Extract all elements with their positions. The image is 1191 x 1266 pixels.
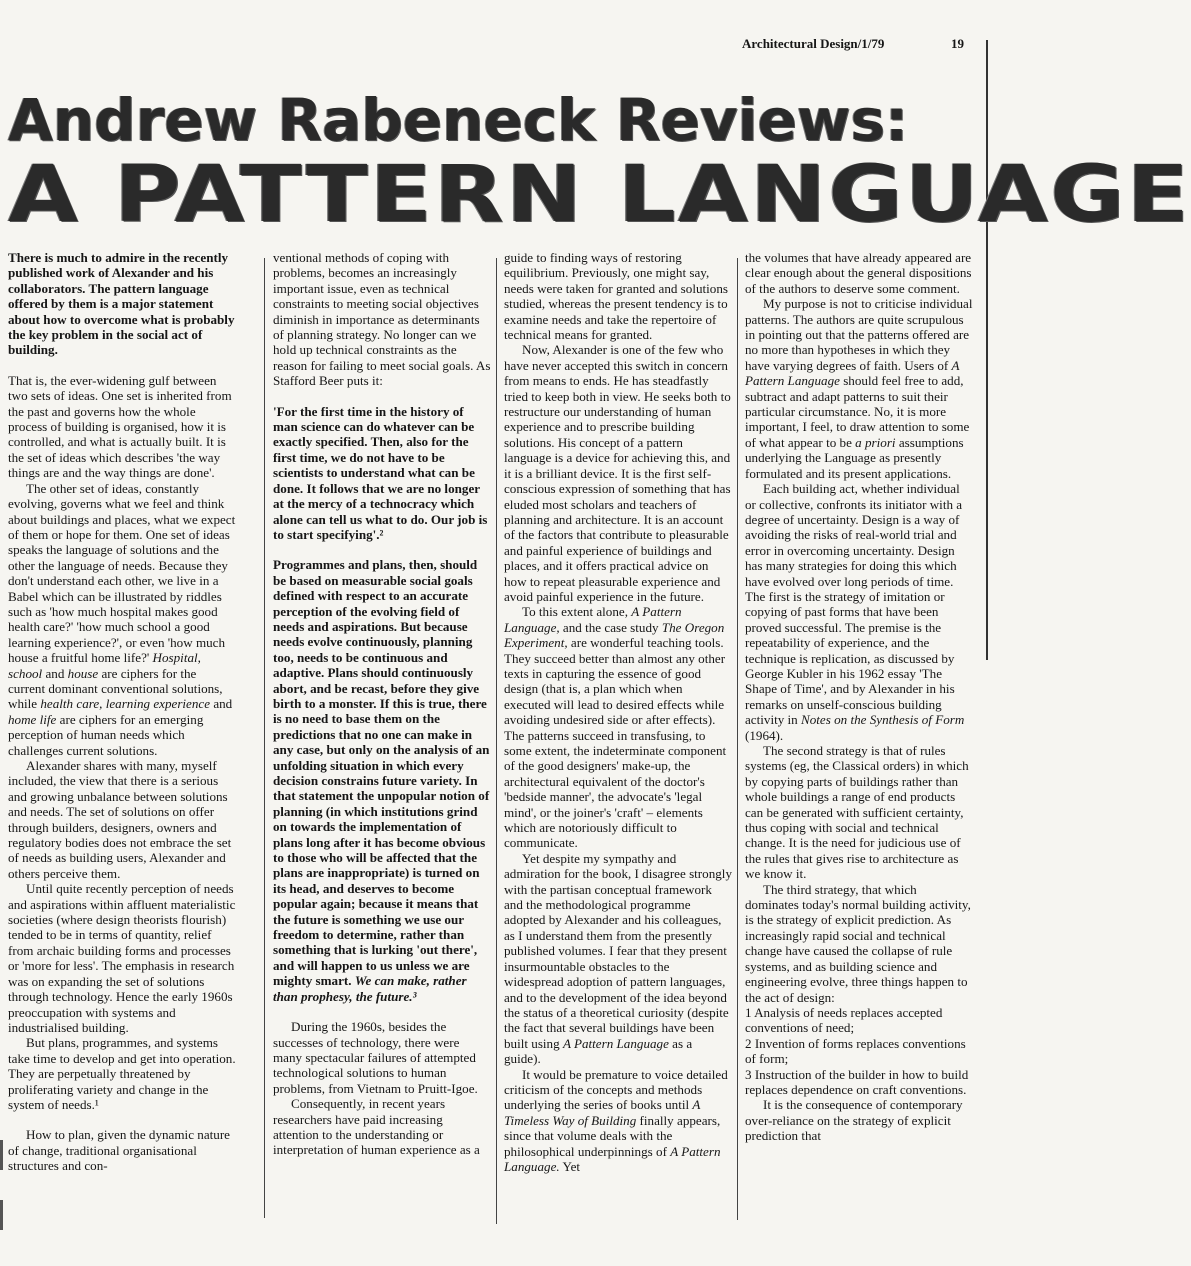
paragraph: Yet despite my sympathy and admiration for the book, I disagree strongly with the partisan conceptual framework and the methodological programme adopted by Alexander and his colleagues, as I understand them from the presently published volumes. I fear that they present insurmountable obstacles to the widespread adoption of pattern languages, and to the development of the idea beyond the status of a theoretical curiosity (despite the fact that several buildings have been built using A Pattern Language as a guide). [504,850,732,1067]
column-divider [737,258,738,1220]
standfirst: There is much to admire in the recently published work of Alexander and his collaborators. The pattern language offered by them is a major statement about how to overcome what is probably the key problem in the social act of building. [8,250,235,358]
column-divider [496,258,497,1224]
paragraph: How to plan, given the dynamic nature of change, traditional organisational structures and con- [8,1127,230,1174]
paragraph: Consequently, in recent years researchers have paid increasing attention to the understanding or interpretation of human experience as a [273,1096,480,1158]
paragraph: ventional methods of coping with problems, becomes an increasingly important issue, even as technical constraints to meeting social objectives diminish in importance as determinants of planning strategy. No longer can we hold up technical constraints as the reason for failing to meet social goals. As Stafford Beer puts it: [273,250,491,389]
paragraph: It would be premature to voice detailed criticism of the concepts and methods underlying the series of books until A Timeless Way of Building finally appears, since that volume deals with the philosophical underpinnings of A Pattern Language. Yet [504,1066,728,1174]
paragraph: To this extent alone, A Pattern Language, and the case study The Oregon Experiment, are wonderful teaching tools. They succeed better than almost any other texts in capturing the essence of good design (that is, a plan which when executed will lead to desired effects while avoiding undesired side or after effects). The patterns succeed in transfusing, to some extent, the indeterminate component of the good designers' make-up, the architectural equivalent of the doctor's 'bedside manner', the advocate's 'legal mind', or the joiner's 'craft' – elements which are notoriously difficult to communicate. [504,604,727,851]
list-item: 3 Instruction of the builder in how to build replaces dependence on craft conventions. [745,1066,969,1097]
paragraph: The third strategy, that which dominates today's normal building activity, is the strategy of explicit prediction. As increasingly rapid social and technical change have caused the collapse of rule systems, and as building science and engineering evolve, three things happen to the act of design: [745,881,971,1005]
paragraph: the volumes that have already appeared are clear enough about the general dispositions of the authors to deserve some comment. [745,250,972,296]
list-item: 1 Analysis of needs replaces accepted conventions of need; [745,1004,943,1036]
paragraph: Each building act, whether individual or collective, confronts its initiator with a degree of uncertainty. Design is a way of avoiding the risks of real-world trial and error in overcoming uncertainty. Design has many strategies for doing this which have evolved over long periods of time. The first is the strategy of imitation or copying of past forms that have been proved successful. The premise is the repeatability of experience, and the technique is replication, as discussed by George Kubler in his 1962 essay 'The Shape of Time', and by Alexander in his remarks on unself-conscious building activity in Notes on the Synthesis of Form (1964). [745,481,965,743]
paragraph: That is, the ever-widening gulf between two sets of ideas. One set is inherited from the past and governs how the whole process of building is organised, how it is controlled, and what is actually built. It is the set of ideas which describes 'the way things are and the way things are done'. [8,372,232,481]
paragraph: The other set of ideas, constantly evolving, governs what we feel and think about buildings and places, what we expect of them or hope for them. One set of ideas speaks the language of solutions and the other the language of needs. Because they don't understand each other, we live in a Babel which can be illustrated by riddles such as 'how much hospital makes good health care?' 'how much school a good learning experience?', or even 'how much house a fruitful home life?' Hospital, school and house are ciphers for the current dominant conventional solutions, while health care, learning experience and home life are ciphers for an emerging perception of human needs which challenges current solutions. [8,480,236,758]
paragraph: During the 1960s, besides the successes of technology, there were many spectacular failures of attempted technological solutions to human problems, from Vietnam to Pruitt-Igoe. [273,1019,478,1096]
paragraph: It is the consequence of contemporary over-reliance on the strategy of explicit prediction that [745,1097,963,1144]
column-4 [745,250,973,1144]
column-3 [504,250,732,1174]
page-edge-rule [986,40,988,660]
paragraph: Until quite recently perception of needs and aspirations within affluent materialistic societies (where design theorists flourish) tended to be in terms of quantity, relief from archaic building forms and processes or 'more for less'. The emphasis in research was on expanding the set of solutions through technology. Hence the early 1960s preoccupation with systems and industrialised building. [8,881,236,1035]
column-2 [273,250,491,1158]
block-quote: 'For the first time in the history of man science can do whatever can be exactly specified. Then, also for the first time, we do not have to be scientists to understand what can be done. It follows that we are no longer at the mercy of a technocracy which alone can tell us what to do. Our job is to start specifying'.² [273,403,488,542]
paragraph: Now, Alexander is one of the few who have never accepted this switch in concern from means to ends. He has steadfastly tried to keep both in view. He seeks both to restructure our understanding of human experience and to prescribe building solutions. His concept of a pattern language is a device for achieving this, and it is a brilliant device. It is the first self-conscious expression of something that has eluded most scholars and teachers of planning and architecture. It is an account of the factors that contribute to pleasurable and painful experience of buildings and places, and it offers practical advice on how to repeat pleasurable experience and avoid painful experience in the future. [504,342,731,604]
scan-edge-mark [0,1140,3,1170]
paragraph: But plans, programmes, and systems take time to develop and get into operation. They are perpetually threatened by proliferating variety and change in the system of needs.¹ [8,1035,236,1112]
page-number: 19 [951,36,964,51]
paragraph: The second strategy is that of rules systems (eg, the Classical orders) in which by copying parts of buildings rather than whole buildings a range of end products can be generated with sufficient certainty, thus coping with social and technical change. It is the need for judicious use of the rules that gives rise to architecture as we know it. [745,743,969,882]
review-byline-title: Andrew Rabeneck Reviews: [8,86,909,154]
book-title: A PATTERN LANGUAGE [8,150,1191,240]
paragraph: My purpose is not to criticise individual patterns. The authors are quite scrupulous in pointing out that the patterns offered are no more than hypotheses in which they have varying degrees of faith. Users of A Pattern Language should feel free to add, subtract and adapt patterns to suit their particular circumstance. No, it is more important, I feel, to draw attention to some of what appear to be a priori assumptions underlying the Language as presently formulated and its present applications. [745,296,973,481]
running-header [742,36,972,52]
block-quote: Programmes and plans, then, should be based on measurable social goals defined with respect to an accurate perception of the evolving field of needs and aspirations. But because needs evolve continuously, planning too, needs to be continuous and adaptive. Plans should continuously abort, and be recast, before they give birth to a monster. If this is true, there is no need to base them on the predictions that no one can make in any case, but only on the analysis of an unfolding situation in which every decision constrains future variety. In that statement the unpopular notion of planning (in which institutions grind on towards the implementation of plans long after it has become obvious to those who will be affected that the plans are inappropriate) is turned on its head, and deserves to become popular again; because it means that the future is something we use our freedom to determine, rather than something that is lurking 'out there', and will happen to us unless we are mighty smart. We can make, rather than prophesy, the future.³ [273,557,490,1004]
scan-edge-mark [0,1200,3,1230]
list-item: 2 Invention of forms replaces conventions of form; [745,1035,966,1067]
paragraph: guide to finding ways of restoring equilibrium. Previously, one might say, needs were taken for granted and solutions studied, whereas the present tendency is to examine needs and take the repertoire of technical means for granted. [504,250,728,343]
paragraph: Alexander shares with many, myself included, the view that there is a serious and growing unbalance between solutions and needs. The set of solutions on offer through builders, designers, owners and regulatory bodies does not embrace the set of needs as building users, Alexander and others perceive them. [8,758,232,881]
journal-issue: Architectural Design/1/79 [742,36,885,51]
column-divider [264,258,265,1218]
column-1 [8,250,236,1174]
